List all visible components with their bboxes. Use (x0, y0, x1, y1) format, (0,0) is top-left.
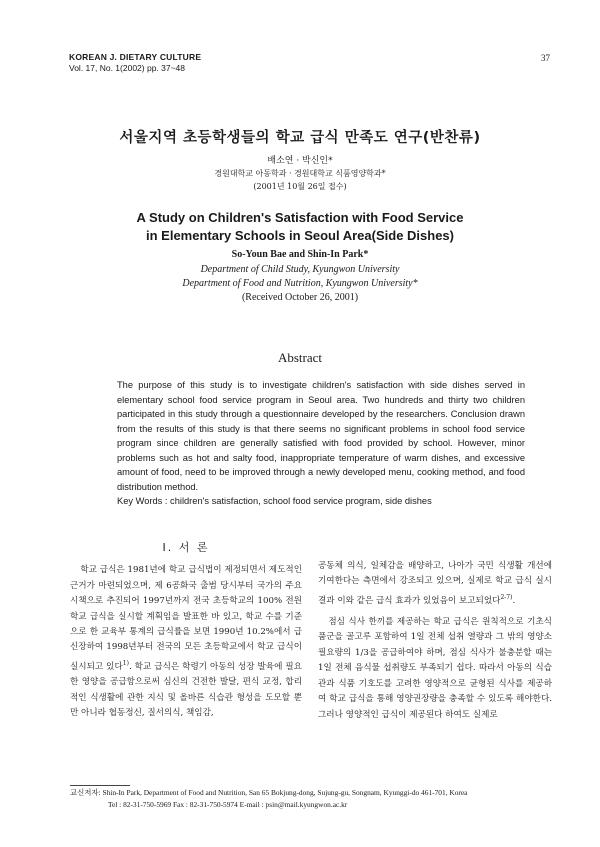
citation-superscript: 1) (122, 659, 129, 667)
abstract-heading: Abstract (277, 350, 323, 365)
keywords-label: Key Words (117, 496, 163, 506)
paragraph-text: 학교 급식은 1981년에 학교 급식법이 제정되면서 제도적인 근거가 마련되었으며, 제 6공화국 출범 당시부터 국가의 주요 시책으로 추진되어 1997년까지 전국 초등학교의 100% 전원 학교 급식을 실시할 계획임을 발표한 바 있고, 학교 수를 기준으로 한 교육부 통계의 급식률을 보면 1990년 10.2%에서 급신장하여 1998년부터 전국의 모든 초등학교에서 학교 급식이 실시되고 있다 (70, 565, 302, 672)
journal-name: KOREAN J. DIETARY CULTURE (69, 52, 202, 62)
left-column-paragraph (70, 563, 302, 721)
right-column (318, 559, 552, 723)
journal-header (69, 52, 201, 74)
english-department-1: Department of Child Study, Kyungwon University (200, 264, 400, 275)
journal-volume: Vol. 17, No. 1(2002) pp. 37~48 (69, 63, 186, 73)
english-authors: So-Youn Bae and Shin-In Park* (231, 249, 369, 260)
paragraph-text: 공동체 의식, 일체감을 배양하고, 나아가 국민 식생활 개선에 기여한다는 측면에서 강조되고 있으며, 실제로 학교 급식 실시 결과 이와 같은 급식 효과가 있었음이 보고되었다 (318, 561, 552, 606)
paragraph-text-tail: . 학교 급식은 학령기 아동의 성장 발육에 필요한 영양을 공급함으로써 심신의 건전한 발달, 편식 교정, 합리적인 식생활에 관한 지식 및 올바른 식습관 형성을 도모할 뿐만 아니라 협동정신, 질서의식, 책임감, (70, 661, 302, 718)
english-title-line1: A Study on Children's Satisfaction with Food Service (136, 210, 464, 225)
right-column-paragraph-2: 점심 식사 한끼를 제공하는 학교 급식은 원칙적으로 기초식품군을 골고루 포함하여 1일 전체 섭취 열량과 그 밖의 영양소 필요량의 1/3을 공급하여야 하며, 점심 식사가 불충분할 때는 1일 전체 음식물 섭취량도 부족되기 쉽다. 따라서 아동의 식습관과 식품 기호도를 고려한 영양적으로 균형된 식사를 제공하여 학교 급식을 통해 영양권장량을 충족할 수 있도록 해야한다. 그러나 영양적인 급식이 제공된다 하여도 실제로 (318, 617, 552, 720)
english-title-line2: in Elementary Schools in Seoul Area(Side Dishes) (146, 228, 454, 243)
korean-received-date: (2001년 10월 26일 접수) (253, 182, 347, 191)
citation-superscript: 2-7) (500, 593, 513, 601)
english-title (0, 209, 600, 245)
paragraph-text-tail: . (512, 595, 516, 606)
korean-affiliation: 경원대학교 아동학과 · 경원대학교 식품영양학과* (214, 169, 386, 178)
footnote-divider (70, 785, 130, 786)
english-department-2: Department of Food and Nutrition, Kyungwon University* (182, 278, 418, 289)
right-column-paragraph-1 (318, 559, 552, 609)
footnote-line-2: Tel : 82-31-750-5969 Fax : 82-31-750-5974 E-mail : psin@mail.kyungwon.ac.kr (108, 800, 348, 809)
korean-title: 서울지역 초등학생들의 학교 급식 만족도 연구(반찬류) (119, 130, 481, 146)
korean-authors: 배소연 · 박신인* (267, 156, 333, 166)
abstract-body: The purpose of this study is to investigate children's satisfaction with side dishes served in elementary school food service program in Seoul area. Two hundreds and thirty two children participated in this study through a questionnaire developed by the researchers. Conclusion drawn from the results of this study is that there seems no significant problems in school food service program since children are generally satisfied with food provided by school. However, minor problems such as hot and salty food, inappropriate temperature of warm dishes, and excessive amount of food, need to be improved through a newly developed menu, cooking method, and food distribution method. (117, 380, 525, 492)
correspondence-footnote (70, 787, 560, 811)
left-column (70, 540, 302, 721)
keywords (117, 496, 537, 506)
keywords-list: : children's satisfaction, school food service program, side dishes (164, 496, 432, 506)
footnote-line-1: 교신저자: Shin-In Park, Department of Food and Nutrition, San 65 Bokjung-dong, Sujung-gu, Songnam, Kyunggi-do 461-701, Korea (70, 788, 468, 797)
english-received-date: (Received October 26, 2001) (241, 292, 359, 303)
section-heading-introduction: I. 서 론 (162, 541, 210, 554)
page-number: 37 (541, 53, 550, 63)
